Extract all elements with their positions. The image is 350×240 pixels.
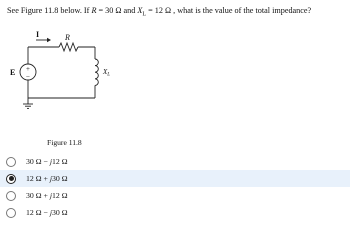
source-plus-sign: + xyxy=(26,65,30,73)
ground-icon xyxy=(23,104,33,108)
source-minus-sign: − xyxy=(26,72,30,81)
answer-option-2[interactable] xyxy=(0,170,350,187)
answer-option-label: 12 Ω + j30 Ω xyxy=(26,174,68,183)
question-xl-value: = 12 Ω , what is the value of the total impedance? xyxy=(146,6,312,15)
radio-button-selected[interactable] xyxy=(6,174,16,184)
question-r-variable: R xyxy=(91,6,97,15)
question-xl-subscript: L xyxy=(142,11,147,18)
question-xl-variable: X xyxy=(137,6,143,15)
radio-dot-icon xyxy=(9,176,14,181)
resistor-symbol xyxy=(59,43,78,51)
answer-option-3[interactable] xyxy=(0,187,350,204)
question-prefix: See Figure 11.8 below. If xyxy=(7,6,92,15)
question-r-value: = 30 Ω and xyxy=(96,6,138,15)
answer-option-1[interactable] xyxy=(0,153,350,170)
inductor-symbol xyxy=(95,59,98,85)
source-label: E xyxy=(10,68,16,77)
answer-option-label: 30 Ω − j12 Ω xyxy=(26,157,68,166)
radio-button[interactable] xyxy=(6,208,16,218)
answer-option-4[interactable] xyxy=(0,204,350,221)
figure-caption: Figure 11.8 xyxy=(47,138,82,147)
current-label: I xyxy=(36,30,40,39)
answer-option-label: 12 Ω − j30 Ω xyxy=(26,208,68,217)
resistor-label: R xyxy=(65,33,70,42)
radio-button[interactable] xyxy=(6,191,16,201)
inductor-label: $X_L$ xyxy=(103,68,111,78)
answer-option-label: 30 Ω + j12 Ω xyxy=(26,191,68,200)
radio-button[interactable] xyxy=(6,157,16,167)
